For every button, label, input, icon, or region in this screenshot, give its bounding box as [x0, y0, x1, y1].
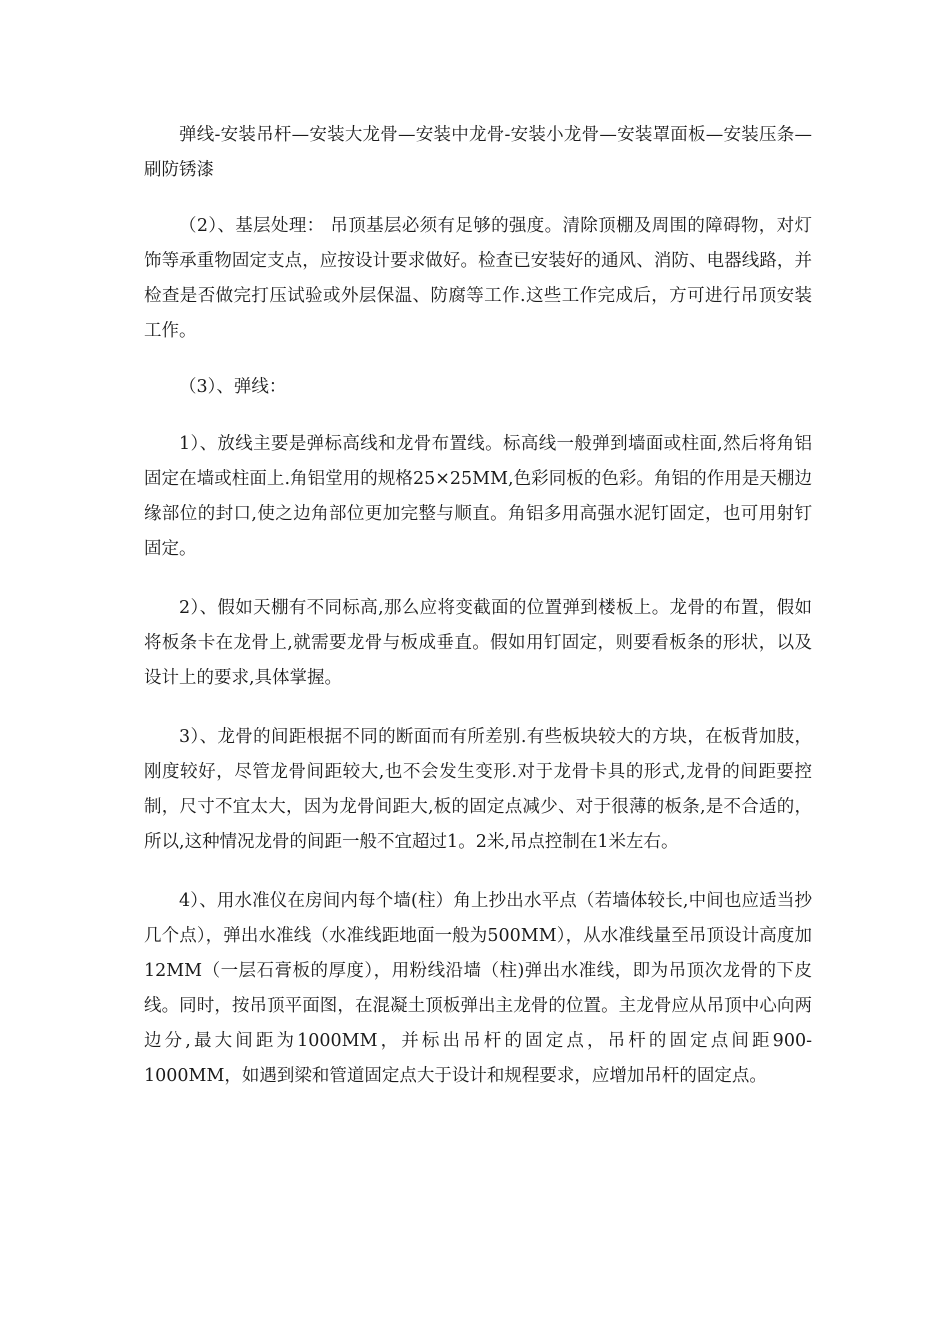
paragraph-process-sequence: 弹线-安装吊杆—安装大龙骨—安装中龙骨-安装小龙骨—安装罩面板—安装压条—刷防锈漆	[144, 125, 812, 180]
paragraph-item-4: 4）、用水准仪在房间内每个墙(柱）角上抄出水平点（若墙体较长,中间也应适当抄几个点），弹出水准线（水准线距地面一般为500MM），从水准线量至吊顶设计高度加12MM（一层石膏板的厚度），用粉线沿墙（柱)弹出水准线，即为吊顶次龙骨的下皮线。同时，按吊顶平面图，在混凝土顶板弹出主龙骨的位置。主龙骨应从吊顶中心向两边分,最大间距为1000MM，并标出吊杆的固定点，吊杆的固定点间距900-1000MM，如遇到梁和管道固定点大于设计和规程要求，应增加吊杆的固定点。	[144, 891, 812, 1086]
paragraph-item-3: 3）、龙骨的间距根据不同的断面而有所差别.有些板块较大的方块，在板背加肢，刚度较好，尽管龙骨间距较大,也不会发生变形.对于龙骨卡具的形式,龙骨的间距要控制，尺寸不宜太大，因为龙骨间距大,板的固定点减少、对于很薄的板条,是不合适的，所以,这种情况龙骨的间距一般不宜超过1。2米,吊点控制在1米左右。	[144, 727, 812, 852]
paragraph-item-2: 2）、假如天棚有不同标高,那么应将变截面的位置弹到楼板上。龙骨的布置，假如将板条卡在龙骨上,就需要龙骨与板成垂直。假如用钉固定，则要看板条的形状，以及设计上的要求,具体掌握。	[144, 598, 812, 688]
paragraph-base-treatment: （2）、基层处理： 吊顶基层必须有足够的强度。清除顶棚及周围的障碍物，对灯饰等承重物固定支点，应按设计要求做好。检查已安装好的通风、消防、电器线路，并检查是否做完打压试验或外层保温、防腐等工作.这些工作完成后，方可进行吊顶安装工作。	[144, 216, 812, 341]
paragraph-item-1: 1）、放线主要是弹标高线和龙骨布置线。标高线一般弹到墙面或柱面,然后将角铝固定在墙或柱面上.角铝堂用的规格25×25MM,色彩同板的色彩。角铝的作用是天棚边缘部位的封口,使之边角部位更加完整与顺直。角铝多用高强水泥钉固定，也可用射钉固定。	[144, 434, 812, 559]
paragraph-snap-line-heading: （3）、弹线：	[179, 377, 287, 397]
document-body	[144, 118, 812, 1114]
